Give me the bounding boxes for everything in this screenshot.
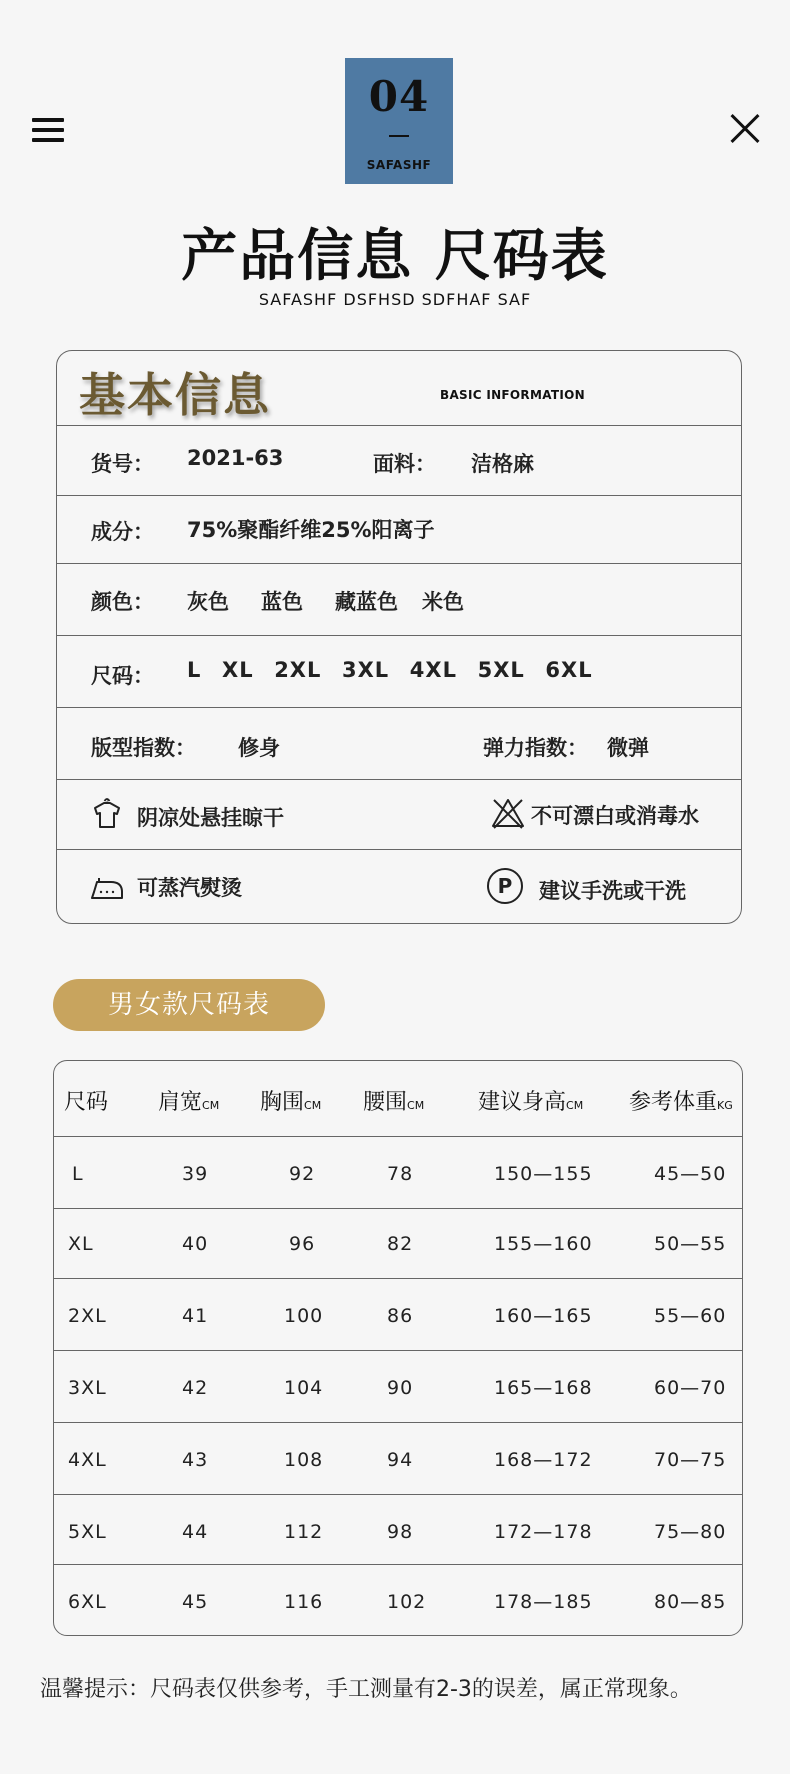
close-icon[interactable] (728, 112, 762, 146)
item-no-value: 2021-63 (187, 446, 284, 470)
table-cell: 82 (387, 1233, 414, 1255)
hang-dry-label: 阴凉处悬挂晾干 (137, 806, 284, 830)
elasticity-value: 微弹 (607, 736, 649, 760)
color-item: 藏蓝色 (335, 590, 398, 614)
table-cell: XL (68, 1233, 94, 1255)
fit-value: 修身 (238, 736, 280, 760)
item-no-label: 货号： (91, 452, 154, 476)
table-header-weight: 参考体重KG (629, 1090, 733, 1115)
table-header-height: 建议身高CM (478, 1090, 584, 1115)
table-cell: 108 (284, 1449, 324, 1471)
table-cell: 40 (182, 1233, 209, 1255)
composition-value: 75%聚酯纤维25%阳离子 (187, 518, 435, 542)
basic-info-card (56, 350, 742, 924)
table-cell: 90 (387, 1377, 414, 1399)
table-cell: 43 (182, 1449, 209, 1471)
sizes-label: 尺码： (91, 664, 154, 688)
table-cell: L (72, 1163, 84, 1185)
color-item: 灰色 (187, 590, 229, 614)
color-item: 米色 (422, 590, 464, 614)
table-row (54, 1422, 742, 1495)
table-cell: 92 (289, 1163, 316, 1185)
fabric-value: 洁格麻 (471, 452, 534, 476)
no-bleach-icon (490, 795, 526, 831)
table-header-size: 尺码 (64, 1090, 109, 1115)
table-cell: 44 (182, 1521, 209, 1543)
hang-dry-icon (89, 795, 125, 831)
table-cell: 41 (182, 1305, 209, 1327)
size-chart-pill: 男女款尺码表 (53, 979, 325, 1031)
badge-number: 04 (368, 72, 430, 121)
table-row (54, 1564, 742, 1635)
wash-label: 建议手洗或干洗 (539, 879, 686, 903)
fit-label: 版型指数： (91, 736, 196, 760)
page-subtitle: SAFASHF DSFHSD SDFHAF SAF (258, 290, 532, 309)
info-row-care-2 (57, 849, 741, 924)
table-cell: 4XL (68, 1449, 107, 1471)
badge-text: SAFASHF (366, 158, 432, 172)
table-cell: 50—55 (654, 1233, 727, 1255)
info-row-colors (57, 563, 741, 636)
table-header-shoulder: 肩宽CM (158, 1090, 220, 1115)
color-item: 蓝色 (261, 590, 303, 614)
info-row-item (57, 425, 741, 496)
fabric-label: 面料： (373, 452, 436, 476)
page-title: 产品信息 尺码表 (181, 224, 609, 289)
info-row-fit (57, 707, 741, 780)
table-cell: 75—80 (654, 1521, 727, 1543)
steam-iron-icon (89, 870, 125, 906)
table-cell: 45—50 (654, 1163, 727, 1185)
info-row-sizes (57, 635, 741, 708)
footer-tip: 温馨提示：尺码表仅供参考，手工测量有2-3的误差，属正常现象。 (40, 1677, 692, 1702)
colors-label: 颜色： (91, 590, 154, 614)
table-cell: 102 (387, 1591, 427, 1613)
dry-clean-icon: P (487, 868, 523, 904)
table-cell: 3XL (68, 1377, 107, 1399)
table-cell: 116 (284, 1591, 324, 1613)
table-cell: 94 (387, 1449, 414, 1471)
table-cell: 104 (284, 1377, 324, 1399)
table-cell: 60—70 (654, 1377, 727, 1399)
table-cell: 5XL (68, 1521, 107, 1543)
table-cell: 160—165 (494, 1305, 593, 1327)
sizes-value: L XL 2XL 3XL 4XL 5XL 6XL (187, 658, 593, 682)
table-cell: 80—85 (654, 1591, 727, 1613)
elasticity-label: 弹力指数： (483, 736, 588, 760)
table-cell: 155—160 (494, 1233, 593, 1255)
table-cell: 78 (387, 1163, 414, 1185)
table-cell: 168—172 (494, 1449, 593, 1471)
table-cell: 39 (182, 1163, 209, 1185)
table-cell: 96 (289, 1233, 316, 1255)
table-cell: 98 (387, 1521, 414, 1543)
basic-info-heading: 基本信息 (79, 368, 271, 422)
table-cell: 178—185 (494, 1591, 593, 1613)
steam-iron-label: 可蒸汽熨烫 (137, 876, 242, 900)
table-cell: 100 (284, 1305, 324, 1327)
svg-text:?: ? (105, 798, 109, 806)
basic-info-heading-en: BASIC INFORMATION (440, 388, 585, 402)
no-bleach-label: 不可漂白或消毒水 (531, 804, 699, 828)
table-header-chest: 胸围CM (260, 1090, 322, 1115)
table-row (54, 1208, 742, 1279)
table-row (54, 1278, 742, 1351)
number-badge (345, 58, 453, 184)
table-cell: 55—60 (654, 1305, 727, 1327)
table-cell: 172—178 (494, 1521, 593, 1543)
table-header-waist: 腰围CM (363, 1090, 425, 1115)
table-cell: 45 (182, 1591, 209, 1613)
table-cell: 86 (387, 1305, 414, 1327)
table-cell: 165—168 (494, 1377, 593, 1399)
table-cell: 6XL (68, 1591, 107, 1613)
menu-icon[interactable] (32, 118, 64, 142)
table-row (54, 1136, 742, 1209)
size-table (53, 1060, 743, 1636)
table-cell: 42 (182, 1377, 209, 1399)
table-row (54, 1350, 742, 1423)
composition-label: 成分： (91, 520, 154, 544)
table-cell: 112 (284, 1521, 324, 1543)
table-row (54, 1494, 742, 1565)
info-row-composition (57, 495, 741, 564)
info-row-care-1 (57, 779, 741, 850)
table-cell: 150—155 (494, 1163, 593, 1185)
badge-divider (389, 135, 409, 137)
table-cell: 2XL (68, 1305, 107, 1327)
table-cell: 70—75 (654, 1449, 727, 1471)
